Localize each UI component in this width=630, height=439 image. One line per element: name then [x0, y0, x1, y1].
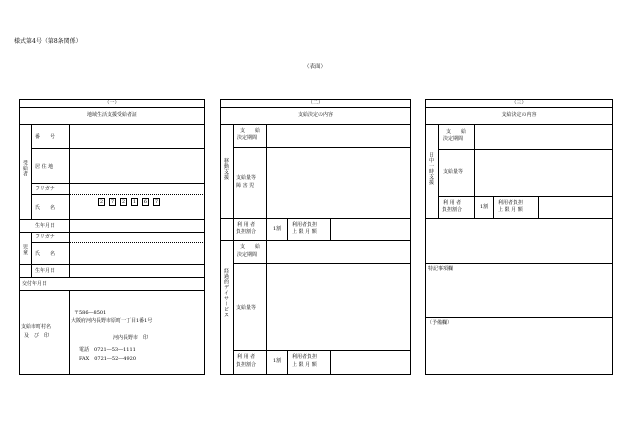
divider: [69, 290, 70, 375]
divider: [425, 263, 613, 264]
divider: [31, 148, 205, 149]
postal-code: 〒586―8501: [74, 310, 107, 316]
divider: [330, 218, 331, 240]
divider: [220, 124, 411, 125]
burden-limit-label-2: 上 限 月 額: [292, 362, 317, 368]
burden-limit-label: 利用者負担: [292, 222, 318, 228]
remarks-label: 特記事項欄: [428, 266, 454, 272]
divider: [493, 196, 494, 218]
divider: [31, 124, 32, 219]
decision-period-label-2: 決定期間: [237, 135, 258, 141]
user-burden-label: 利 用 者: [237, 222, 256, 228]
amount-label: 支給量等: [236, 305, 257, 311]
divider: [233, 147, 411, 148]
burden-limit-label-2: 上 限 月 額: [292, 229, 317, 235]
child-furigana-label: フリガナ: [35, 234, 55, 240]
dotted-divider: [69, 242, 205, 243]
birthdate-label: 生年月日: [35, 223, 56, 229]
divider: [425, 107, 613, 108]
divider: [19, 277, 205, 278]
code-digit: 2: [99, 199, 104, 205]
recipient-group-label: 受給者: [22, 160, 28, 177]
municipality-address: 大阪府河内長野市原町一丁目1番1号: [71, 318, 153, 324]
user-burden-label-2: 負担割合: [442, 207, 463, 213]
decision-period-label: 支 給: [240, 244, 261, 250]
divider: [31, 242, 69, 243]
divider: [425, 218, 613, 219]
divider: [425, 317, 613, 318]
panel3-title: 支給決定の内容: [501, 112, 537, 118]
reserve-label: （予備欄）: [427, 320, 453, 326]
daycare-group-label: 経過的デイサービス: [223, 268, 229, 318]
divider: [19, 232, 205, 233]
municipality-phone: 電話 0721―53―1111: [79, 347, 136, 353]
municipality-seal-label: 及 び 印: [24, 333, 50, 339]
divider: [220, 240, 411, 241]
disabled-child-label: 障 害 児: [236, 183, 255, 189]
burden-ratio: 1割: [273, 226, 282, 232]
panel1-title: 地域生活支援受給者証: [86, 112, 137, 118]
user-burden-label: 利 用 者: [237, 354, 256, 360]
divider: [220, 218, 411, 219]
code-digit: 7: [110, 199, 115, 205]
code-digit: 6: [143, 199, 148, 205]
child-name-label: 氏 名: [35, 251, 56, 257]
code-digit: 1: [132, 199, 137, 205]
municipality-office: 河内長野市 印: [113, 335, 149, 341]
divider: [19, 107, 205, 108]
user-burden-label-2: 負担割合: [236, 229, 257, 235]
burden-limit-label: 利用者負担: [292, 354, 318, 360]
divider: [538, 196, 539, 218]
code-digit: 2: [121, 199, 126, 205]
child-group-label: 児童: [22, 244, 28, 255]
name-label: 氏 名: [35, 205, 56, 211]
divider: [31, 183, 205, 184]
address-label: 居 住 地: [35, 164, 54, 170]
decision-period-label-2: 決定期間: [443, 136, 464, 142]
child-birthdate-label: 生年月日: [35, 268, 56, 274]
divider: [425, 124, 613, 125]
panel2-title: 支給決定の内容: [297, 112, 333, 118]
divider: [266, 124, 267, 375]
panel2-number: （二）: [307, 100, 323, 106]
panel3-number: （三）: [511, 100, 527, 106]
amount-label: 支給量等: [443, 169, 464, 175]
panel1-number: （一）: [104, 100, 120, 106]
decision-period-label: 支 給: [446, 129, 467, 135]
user-burden-label-2: 負担割合: [236, 362, 257, 368]
divider: [438, 124, 439, 218]
user-burden-label: 利 用 者: [443, 200, 462, 206]
decision-period-label: 支 給: [240, 128, 261, 134]
form-title: 様式第4号（第8条関係）: [14, 38, 82, 45]
number-label: 番 号: [35, 134, 56, 140]
burden-limit-label-2: 上 限 月 額: [498, 207, 523, 213]
decision-period-label-2: 決定期間: [237, 252, 258, 258]
divider: [438, 196, 613, 197]
divider: [233, 124, 234, 375]
divider: [438, 149, 613, 150]
issue-date-label: 交付年月日: [22, 281, 48, 287]
dotted-divider: [69, 194, 205, 195]
divider: [220, 107, 411, 108]
divider: [31, 232, 32, 277]
divider: [31, 194, 69, 195]
divider: [19, 124, 205, 125]
furigana-label: フリガナ: [35, 186, 55, 192]
divider: [233, 263, 411, 264]
divider: [474, 124, 475, 218]
divider: [287, 350, 288, 375]
divider: [19, 219, 205, 220]
side-label: （表面）: [304, 64, 327, 70]
burden-ratio: 1割: [480, 204, 489, 210]
code-digit: 7: [154, 199, 159, 205]
burden-limit-label: 利用者負担: [498, 200, 524, 206]
divider: [19, 290, 205, 291]
burden-ratio: 1割: [273, 358, 282, 364]
divider: [69, 124, 70, 277]
divider: [287, 218, 288, 240]
divider: [19, 264, 205, 265]
municipality-label: 支給市町村名: [21, 324, 52, 330]
divider: [330, 350, 331, 375]
amount-label: 支給量等: [236, 175, 257, 181]
divider: [233, 350, 411, 351]
short-stay-group-label: 日中一時支援: [428, 152, 434, 185]
mobility-group-label: 移動支援: [223, 158, 229, 180]
municipality-fax: FAX 0721―52―4920: [79, 356, 137, 362]
